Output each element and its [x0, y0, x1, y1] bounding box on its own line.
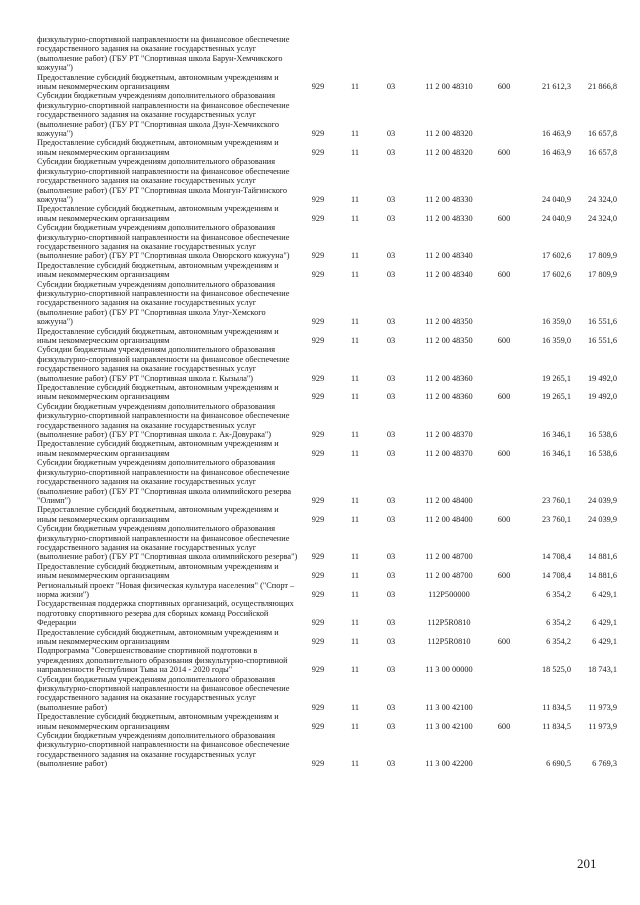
target-article-cell: 11 2 00 48330: [425, 213, 473, 223]
subsection-code-cell: 03: [386, 702, 396, 712]
expense-type-cell: [489, 280, 519, 327]
subsection-code-cell: 03: [386, 317, 396, 327]
target-article-cell: 11 2 00 48400: [425, 495, 473, 505]
subsection-code-cell: 03: [386, 430, 396, 440]
row-name-cell: Субсидии бюджетным учреждениям дополнительного образования физкультурно-спортивной направленности на финансовое обеспечение государственного задания на оказание государственных услуг (выполнение работ) (ГБУ РТ "Спортивная школа Монгун-Тайгинского кожууна"): [37, 157, 290, 204]
subsection-code-cell: 03: [386, 129, 396, 139]
amount-year2-cell: 14 881,6: [587, 571, 617, 581]
table-row: [37, 73, 617, 92]
amount-year2-cell: 16 657,8: [587, 129, 617, 139]
expense-type-cell: 600: [497, 336, 511, 345]
row-name-cell: Субсидии бюджетным учреждениям дополнительного образования физкультурно-спортивной направленности на финансовое обеспечение государственного задания на оказание государственных услуг (выполнение работ) (ГБУ РТ "Спортивная школа олимпийского резерва"): [37, 524, 298, 562]
amount-year2-cell: 16 538,6: [587, 448, 617, 458]
target-article-cell: 11 3 00 42100: [425, 702, 473, 712]
grbs-code-cell: 929: [311, 147, 325, 157]
budget-table-body: [37, 35, 617, 769]
target-article-cell: 11 3 00 42200: [425, 759, 473, 769]
section-code-cell: 11: [351, 495, 359, 505]
table-row: [37, 223, 617, 261]
section-code-cell: 11: [351, 665, 359, 675]
row-name-cell: Предоставление субсидий бюджетным, автономным учреждениям и иным некоммерческим организациям: [37, 204, 279, 223]
amount-year2-cell: 21 866,8: [587, 82, 617, 92]
target-article-cell: [409, 35, 489, 73]
target-article-cell: 11 2 00 48350: [425, 317, 473, 327]
amount-year1-cell: 16 359,0: [541, 317, 571, 327]
target-article-cell: 11 2 00 48360: [425, 392, 473, 402]
amount-year1-cell: [519, 35, 571, 73]
amount-year1-cell: 6 354,2: [546, 618, 571, 628]
subsection-code-cell: 03: [386, 213, 396, 223]
target-article-cell: 11 3 00 00000: [425, 665, 473, 675]
table-row: [37, 439, 617, 458]
expense-type-cell: [489, 35, 519, 73]
section-code-cell: 11: [351, 82, 359, 92]
row-name-cell: Субсидии бюджетным учреждениям дополнительного образования физкультурно-спортивной направленности на финансовое обеспечение государственного задания на оказание государственных услуг (выполнение работ) (ГБУ РТ "Спортивная школа г. Кызыла"): [37, 345, 290, 383]
table-row: [37, 599, 617, 627]
section-code-cell: 11: [351, 430, 359, 440]
target-article-cell: 11 2 00 48320: [425, 147, 473, 157]
section-code-cell: 11: [351, 759, 359, 769]
section-code-cell: 11: [351, 571, 359, 581]
expense-type-cell: [489, 731, 519, 769]
target-article-cell: 11 2 00 48330: [425, 194, 473, 204]
grbs-code-cell: 929: [311, 759, 325, 769]
amount-year1-cell: 16 463,9: [541, 147, 571, 157]
target-article-cell: 11 2 00 48700: [425, 552, 473, 562]
grbs-code-cell: 929: [311, 495, 325, 505]
grbs-code-cell: [299, 35, 337, 73]
grbs-code-cell: 929: [311, 589, 325, 599]
section-code-cell: 11: [351, 251, 359, 261]
row-name-cell: Предоставление субсидий бюджетным, автономным учреждениям и иным некоммерческим организациям: [37, 505, 279, 524]
table-row: [37, 581, 617, 600]
target-article-cell: 11 2 00 48360: [425, 373, 473, 383]
row-name-cell: Субсидии бюджетным учреждениям дополнительного образования физкультурно-спортивной направленности на финансовое обеспечение государственного задания на оказание государственных услуг (выполнение работ): [37, 731, 290, 769]
grbs-code-cell: 929: [311, 270, 325, 280]
row-name-cell: Субсидии бюджетным учреждениям дополнительного образования физкультурно-спортивной направленности на финансовое обеспечение государственного задания на оказание государственных услуг (выполнение работ): [37, 674, 290, 712]
grbs-code-cell: 929: [311, 721, 325, 731]
amount-year1-cell: 24 040,9: [541, 213, 571, 223]
target-article-cell: 112P500000: [428, 589, 470, 599]
subsection-code-cell: 03: [386, 147, 396, 157]
subsection-code-cell: 03: [386, 759, 396, 769]
amount-year2-cell: 24 324,0: [587, 194, 617, 204]
expense-type-cell: [489, 458, 519, 505]
expense-type-cell: 600: [497, 721, 511, 731]
grbs-code-cell: 929: [311, 317, 325, 327]
section-code-cell: 11: [351, 392, 359, 402]
target-article-cell: 11 2 00 48400: [425, 514, 473, 524]
section-code-cell: 11: [351, 336, 359, 345]
row-name-cell: Субсидии бюджетным учреждениям дополнительного образования физкультурно-спортивной направленности на финансовое обеспечение государственного задания на оказание государственных услуг (выполнение работ) (ГБУ РТ "Спортивная школа Овюрского кожууна"): [37, 223, 290, 261]
amount-year2-cell: 17 809,9: [587, 270, 617, 280]
expense-type-cell: 600: [497, 514, 511, 524]
amount-year1-cell: 6 690,5: [546, 759, 571, 769]
table-row: [37, 327, 617, 346]
row-name-cell: Предоставление субсидий бюджетным, автономным учреждениям и иным некоммерческим организациям: [37, 627, 279, 646]
table-row: [37, 204, 617, 223]
row-name-cell: Субсидии бюджетным учреждениям дополнительного образования физкультурно-спортивной направленности на финансовое обеспечение государственного задания на оказание государственных услуг (выполнение работ) (ГБУ РТ "Спортивная школа г. Ак-Довурака"): [37, 401, 290, 440]
expense-type-cell: [489, 157, 519, 204]
subsection-code-cell: [373, 35, 409, 73]
expense-type-cell: [489, 402, 519, 440]
subsection-code-cell: 03: [386, 336, 396, 345]
expense-type-cell: [489, 599, 519, 627]
table-row: [37, 138, 617, 157]
section-code-cell: 11: [351, 702, 359, 712]
amount-year2-cell: 11 973,9: [588, 702, 617, 712]
section-code-cell: 11: [351, 721, 359, 731]
amount-year2-cell: 17 809,9: [587, 251, 617, 261]
grbs-code-cell: 929: [311, 213, 325, 223]
amount-year1-cell: 11 834,5: [542, 702, 571, 712]
grbs-code-cell: 929: [311, 373, 325, 383]
grbs-code-cell: 929: [311, 702, 325, 712]
row-name-cell: Предоставление субсидий бюджетным, автономным учреждениям и иным некоммерческим организациям: [37, 72, 279, 92]
expense-type-cell: [489, 675, 519, 713]
target-article-cell: 11 2 00 48320: [425, 129, 473, 139]
section-code-cell: [337, 35, 373, 73]
amount-year1-cell: 17 602,6: [541, 251, 571, 261]
amount-year2-cell: 16 551,6: [587, 336, 617, 345]
section-code-cell: 11: [351, 194, 359, 204]
subsection-code-cell: 03: [386, 82, 396, 92]
grbs-code-cell: 929: [311, 129, 325, 139]
amount-year1-cell: 16 346,1: [541, 448, 571, 458]
row-name-cell: Региональный проект "Новая физическая культура населения" ("Спорт –норма жизни"): [37, 580, 295, 599]
amount-year2-cell: [571, 35, 617, 73]
expense-type-cell: [489, 646, 519, 674]
row-name-cell: Предоставление субсидий бюджетным, автономным учреждениям и иным некоммерческим организациям: [37, 326, 279, 345]
row-name-cell: Предоставление субсидий бюджетным, автономным учреждениям и иным некоммерческим организациям: [37, 138, 279, 157]
subsection-code-cell: 03: [386, 552, 396, 562]
target-article-cell: 11 2 00 48340: [425, 251, 473, 261]
page-number: 201: [577, 856, 597, 871]
subsection-code-cell: 03: [386, 618, 396, 628]
target-article-cell: 11 2 00 48370: [425, 430, 473, 440]
expense-type-cell: [489, 91, 519, 138]
amount-year2-cell: 24 324,0: [587, 213, 617, 223]
target-article-cell: 11 2 00 48370: [425, 448, 473, 458]
subsection-code-cell: 03: [386, 514, 396, 524]
expense-type-cell: [489, 581, 519, 600]
table-row: [37, 458, 617, 505]
row-name-cell: Государственная поддержка спортивных организаций, осуществляющих подготовку спортивного резерва для сборных команд Российской Федерации: [37, 599, 294, 628]
section-code-cell: 11: [351, 618, 359, 628]
table-row: [37, 628, 617, 647]
budget-table: [37, 35, 617, 769]
target-article-cell: 11 3 00 42100: [425, 721, 473, 731]
amount-year1-cell: 19 265,1: [541, 373, 571, 383]
section-code-cell: 11: [351, 589, 359, 599]
subsection-code-cell: 03: [386, 665, 396, 675]
amount-year1-cell: 24 040,9: [541, 194, 571, 204]
subsection-code-cell: 03: [386, 448, 396, 458]
grbs-code-cell: 929: [311, 82, 325, 92]
amount-year1-cell: 16 359,0: [541, 336, 571, 345]
amount-year1-cell: 6 354,2: [546, 637, 571, 646]
amount-year2-cell: 11 973,9: [588, 721, 617, 731]
section-code-cell: 11: [351, 373, 359, 383]
grbs-code-cell: 929: [311, 336, 325, 345]
subsection-code-cell: 03: [386, 637, 396, 646]
amount-year1-cell: 18 525,0: [541, 665, 571, 675]
subsection-code-cell: 03: [386, 194, 396, 204]
grbs-code-cell: 929: [311, 665, 325, 675]
section-code-cell: 11: [351, 514, 359, 524]
subsection-code-cell: 03: [386, 373, 396, 383]
expense-type-cell: 600: [497, 637, 511, 646]
target-article-cell: 11 2 00 48350: [425, 336, 473, 345]
table-row: [37, 157, 617, 204]
table-row: [37, 646, 617, 674]
table-row: [37, 383, 617, 402]
subsection-code-cell: 03: [386, 270, 396, 280]
amount-year2-cell: 16 551,6: [587, 317, 617, 327]
amount-year1-cell: 11 834,5: [542, 721, 571, 731]
amount-year2-cell: 6 429,1: [592, 637, 617, 646]
amount-year1-cell: 21 612,3: [541, 82, 571, 92]
row-name-cell: Субсидии бюджетным учреждениям дополнительного образования физкультурно-спортивной направленности на финансовое обеспечение государственного задания на оказание государственных услуг (выполнение работ) (ГБУ РТ "Спортивная школа Улуг-Хемского кожууна"): [37, 279, 290, 327]
amount-year2-cell: 14 881,6: [587, 552, 617, 562]
grbs-code-cell: 929: [311, 448, 325, 458]
expense-type-cell: 600: [497, 270, 511, 280]
amount-year1-cell: 16 346,1: [541, 430, 571, 440]
grbs-code-cell: 929: [311, 637, 325, 646]
section-code-cell: 11: [351, 213, 359, 223]
row-name-cell: Предоставление субсидий бюджетным, автономным учреждениям и иным некоммерческим организациям: [37, 712, 279, 731]
row-name-cell: Предоставление субсидий бюджетным, автономным учреждениям и иным некоммерческим организациям: [37, 439, 279, 458]
row-name-cell: Предоставление субсидий бюджетным, автономным учреждениям и иным некоммерческим организациям: [37, 260, 279, 280]
table-row: [37, 731, 617, 769]
amount-year2-cell: 6 429,1: [592, 589, 617, 599]
target-article-cell: 112P5R0810: [427, 637, 471, 646]
amount-year2-cell: 24 039,9: [587, 514, 617, 524]
amount-year2-cell: 18 743,1: [587, 665, 617, 675]
amount-year1-cell: 23 760,1: [541, 514, 571, 524]
row-name-cell: физкультурно-спортивной направленности на финансовое обеспечение государственного задания на оказание государственных услуг (выполнение работ) (ГБУ РТ "Спортивная школа Барун-Хемчикского кожууна"): [37, 35, 290, 73]
expense-type-cell: 600: [497, 392, 511, 402]
table-row: [37, 261, 617, 280]
table-row: [37, 402, 617, 440]
section-code-cell: 11: [351, 637, 359, 646]
row-name-cell: Субсидии бюджетным учреждениям дополнительного образования физкультурно-спортивной направленности на финансовое обеспечение государственного задания на оказание государственных услуг (выполнение работ) (ГБУ РТ "Спортивная школа Дзун-Хемчикского кожууна"): [37, 91, 290, 139]
row-name-cell: Предоставление субсидий бюджетным, автономным учреждениям и иным некоммерческим организациям: [37, 383, 279, 402]
section-code-cell: 11: [351, 552, 359, 562]
amount-year1-cell: 16 463,9: [541, 129, 571, 139]
amount-year2-cell: 19 492,0: [587, 373, 617, 383]
subsection-code-cell: 03: [386, 721, 396, 731]
subsection-code-cell: 03: [386, 571, 396, 581]
subsection-code-cell: 03: [386, 392, 396, 402]
grbs-code-cell: 929: [311, 251, 325, 261]
amount-year1-cell: 14 708,4: [541, 552, 571, 562]
section-code-cell: 11: [351, 448, 359, 458]
target-article-cell: 11 2 00 48700: [425, 571, 473, 581]
amount-year1-cell: 6 354,2: [546, 589, 571, 599]
table-row: [37, 524, 617, 562]
amount-year1-cell: 14 708,4: [541, 571, 571, 581]
expense-type-cell: [489, 345, 519, 383]
amount-year2-cell: 16 657,8: [587, 147, 617, 157]
row-name-cell: Подпрограмма "Совершенствование спортивной подготовки в учреждениях дополнительного образования физкультурно-спортивной направленности Республики Тыва на 2014 - 2020 годы": [37, 646, 288, 675]
section-code-cell: 11: [351, 270, 359, 280]
section-code-cell: 11: [351, 147, 359, 157]
expense-type-cell: [489, 223, 519, 261]
amount-year2-cell: 16 538,6: [587, 430, 617, 440]
subsection-code-cell: 03: [386, 589, 396, 599]
subsection-code-cell: 03: [386, 251, 396, 261]
target-article-cell: 11 2 00 48310: [425, 82, 473, 92]
table-row: [37, 280, 617, 327]
target-article-cell: 11 2 00 48340: [425, 270, 473, 280]
amount-year1-cell: 23 760,1: [541, 495, 571, 505]
amount-year1-cell: 17 602,6: [541, 270, 571, 280]
row-name-cell: Предоставление субсидий бюджетным, автономным учреждениям и иным некоммерческим организациям: [37, 561, 279, 581]
section-code-cell: 11: [351, 129, 359, 139]
grbs-code-cell: 929: [311, 430, 325, 440]
amount-year2-cell: 6 429,1: [592, 618, 617, 628]
grbs-code-cell: 929: [311, 552, 325, 562]
grbs-code-cell: 929: [311, 194, 325, 204]
table-row: [37, 712, 617, 731]
grbs-code-cell: 929: [311, 571, 325, 581]
table-row: [37, 91, 617, 138]
table-row: [37, 35, 617, 73]
table-row: [37, 505, 617, 524]
amount-year2-cell: 24 039,9: [587, 495, 617, 505]
section-code-cell: 11: [351, 317, 359, 327]
grbs-code-cell: 929: [311, 618, 325, 628]
amount-year2-cell: 19 492,0: [587, 392, 617, 402]
expense-type-cell: [489, 524, 519, 562]
expense-type-cell: 600: [497, 571, 511, 581]
expense-type-cell: 600: [497, 213, 511, 223]
table-row: [37, 675, 617, 713]
row-name-cell: Субсидии бюджетным учреждениям дополнительного образования физкультурно-спортивной направленности на финансовое обеспечение государственного задания на оказание государственных услуг (выполнение работ) (ГБУ РТ "Спортивная школа олимпийского резерва "Олимп"): [37, 458, 292, 505]
expense-type-cell: 600: [497, 82, 511, 92]
grbs-code-cell: 929: [311, 392, 325, 402]
amount-year2-cell: 6 769,3: [592, 759, 617, 769]
expense-type-cell: 600: [497, 448, 511, 458]
amount-year1-cell: 19 265,1: [541, 392, 571, 402]
subsection-code-cell: 03: [386, 495, 396, 505]
table-row: [37, 562, 617, 581]
table-row: [37, 345, 617, 383]
expense-type-cell: 600: [497, 147, 511, 157]
grbs-code-cell: 929: [311, 514, 325, 524]
target-article-cell: 112P5R0810: [427, 618, 471, 628]
